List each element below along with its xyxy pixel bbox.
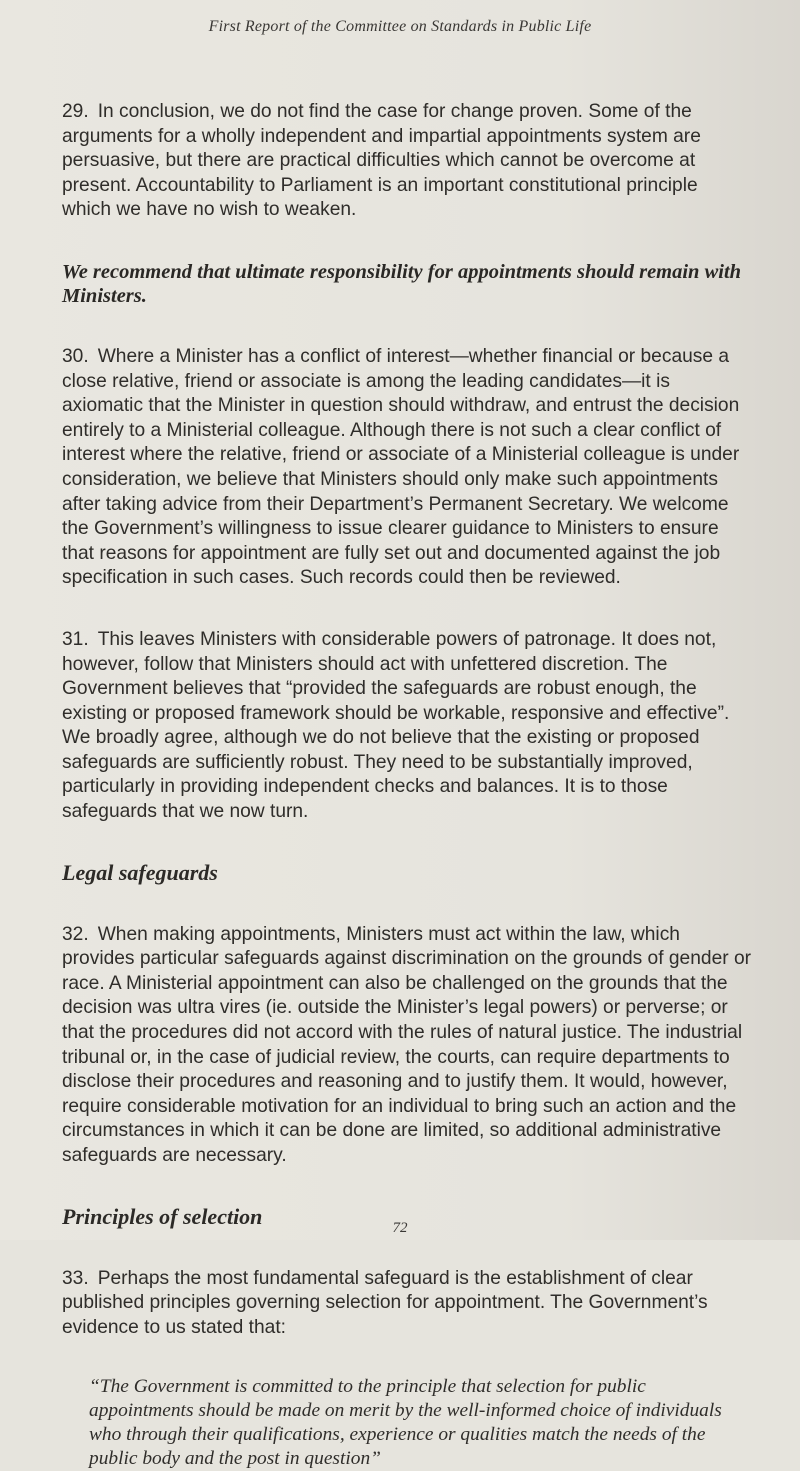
paragraph-33 bbox=[62, 1267, 752, 1341]
paragraph-text: In conclusion, we do not find the case for change proven. Some of the arguments for a wholly independent and impartial appointments system are persuasive, but there are practical difficulties which cannot be overcome at present. Accountability to Parliament is an important constitutional principle which we have no wish to weaken. bbox=[62, 101, 701, 221]
paragraph-text: This leaves Ministers with considerable powers of patronage. It does not, however, follow that Ministers should act with unfettered discretion. The Government believes that “provided the safeguards are robust enough, the existing or proposed framework should be workable, responsive and effective”. We broadly agree, although we do not believe that the existing or proposed safeguards are sufficiently robust. They need to be substantially improved, particularly in providing independent checks and balances. It is to those safeguards that we now turn. bbox=[62, 628, 730, 823]
page-content bbox=[62, 100, 752, 1471]
section-heading-principles-of-selection: Principles of selection bbox=[62, 1203, 263, 1229]
paragraph-text: When making appointments, Ministers must act within the law, which provides particular safeguards against discrimination on the grounds of gender or race. A Ministerial appointment can also be challenged on the grounds that the decision was ultra vires (ie. outside the Minister’s legal powers) or perverse; or that the procedures did not accord with the rules of natural justice. The industrial tribunal or, in the case of judicial review, the courts, can require departments to disclose their procedures and reasoning and to justify them. It would, however, require considerable motivation for an individual to bring such an action and the circumstances in which it can be done are limited, so additional administrative safeguards are necessary. bbox=[62, 923, 752, 1166]
paragraph-29 bbox=[62, 100, 752, 223]
paragraph-number: 29. bbox=[62, 101, 89, 122]
paragraph-31 bbox=[62, 628, 752, 825]
paragraph-30 bbox=[62, 345, 752, 591]
paragraph-32 bbox=[62, 923, 752, 1169]
recommendation: We recommend that ultimate responsibility for appointments should remain with Ministers. bbox=[62, 260, 742, 307]
paragraph-text: Where a Minister has a conflict of interest—whether financial or because a close relative, friend or associate is among the leading candidates—it is axiomatic that the Minister in question should withdraw, and entrust the decision entirely to a Ministerial colleague. Although there is not such a clear conflict of interest where the relative, friend or associate of a Ministerial colleague is under consideration, we believe that Ministers should only make such appointments after taking advice from their Department’s Permanent Secretary. We welcome the Government’s willingness to issue clearer guidance to Ministers to ensure that reasons for appointment are fully set out and documented against the job specification in such cases. Such records could then be reviewed. bbox=[62, 345, 740, 589]
paragraph-number: 32. bbox=[62, 923, 89, 945]
paragraph-number: 30. bbox=[62, 345, 89, 367]
paragraph-number: 31. bbox=[62, 628, 89, 650]
paragraph-number: 33. bbox=[62, 1267, 89, 1289]
page-number: 72 bbox=[392, 1220, 408, 1236]
section-heading-legal-safeguards: Legal safeguards bbox=[62, 859, 218, 885]
block-quote: “The Government is committed to the principle that selection for public appointments should be made on merit by the well-informed choice of individuals who through their qualifications, experience or qualities match the needs of the public body and the post in question” bbox=[89, 1376, 722, 1469]
paragraph-text: Perhaps the most fundamental safeguard is the establishment of clear published principles governing selection for appointment. The Government’s evidence to us stated that: bbox=[62, 1267, 708, 1338]
running-header: First Report of the Committee on Standards in Public Life bbox=[208, 18, 592, 35]
